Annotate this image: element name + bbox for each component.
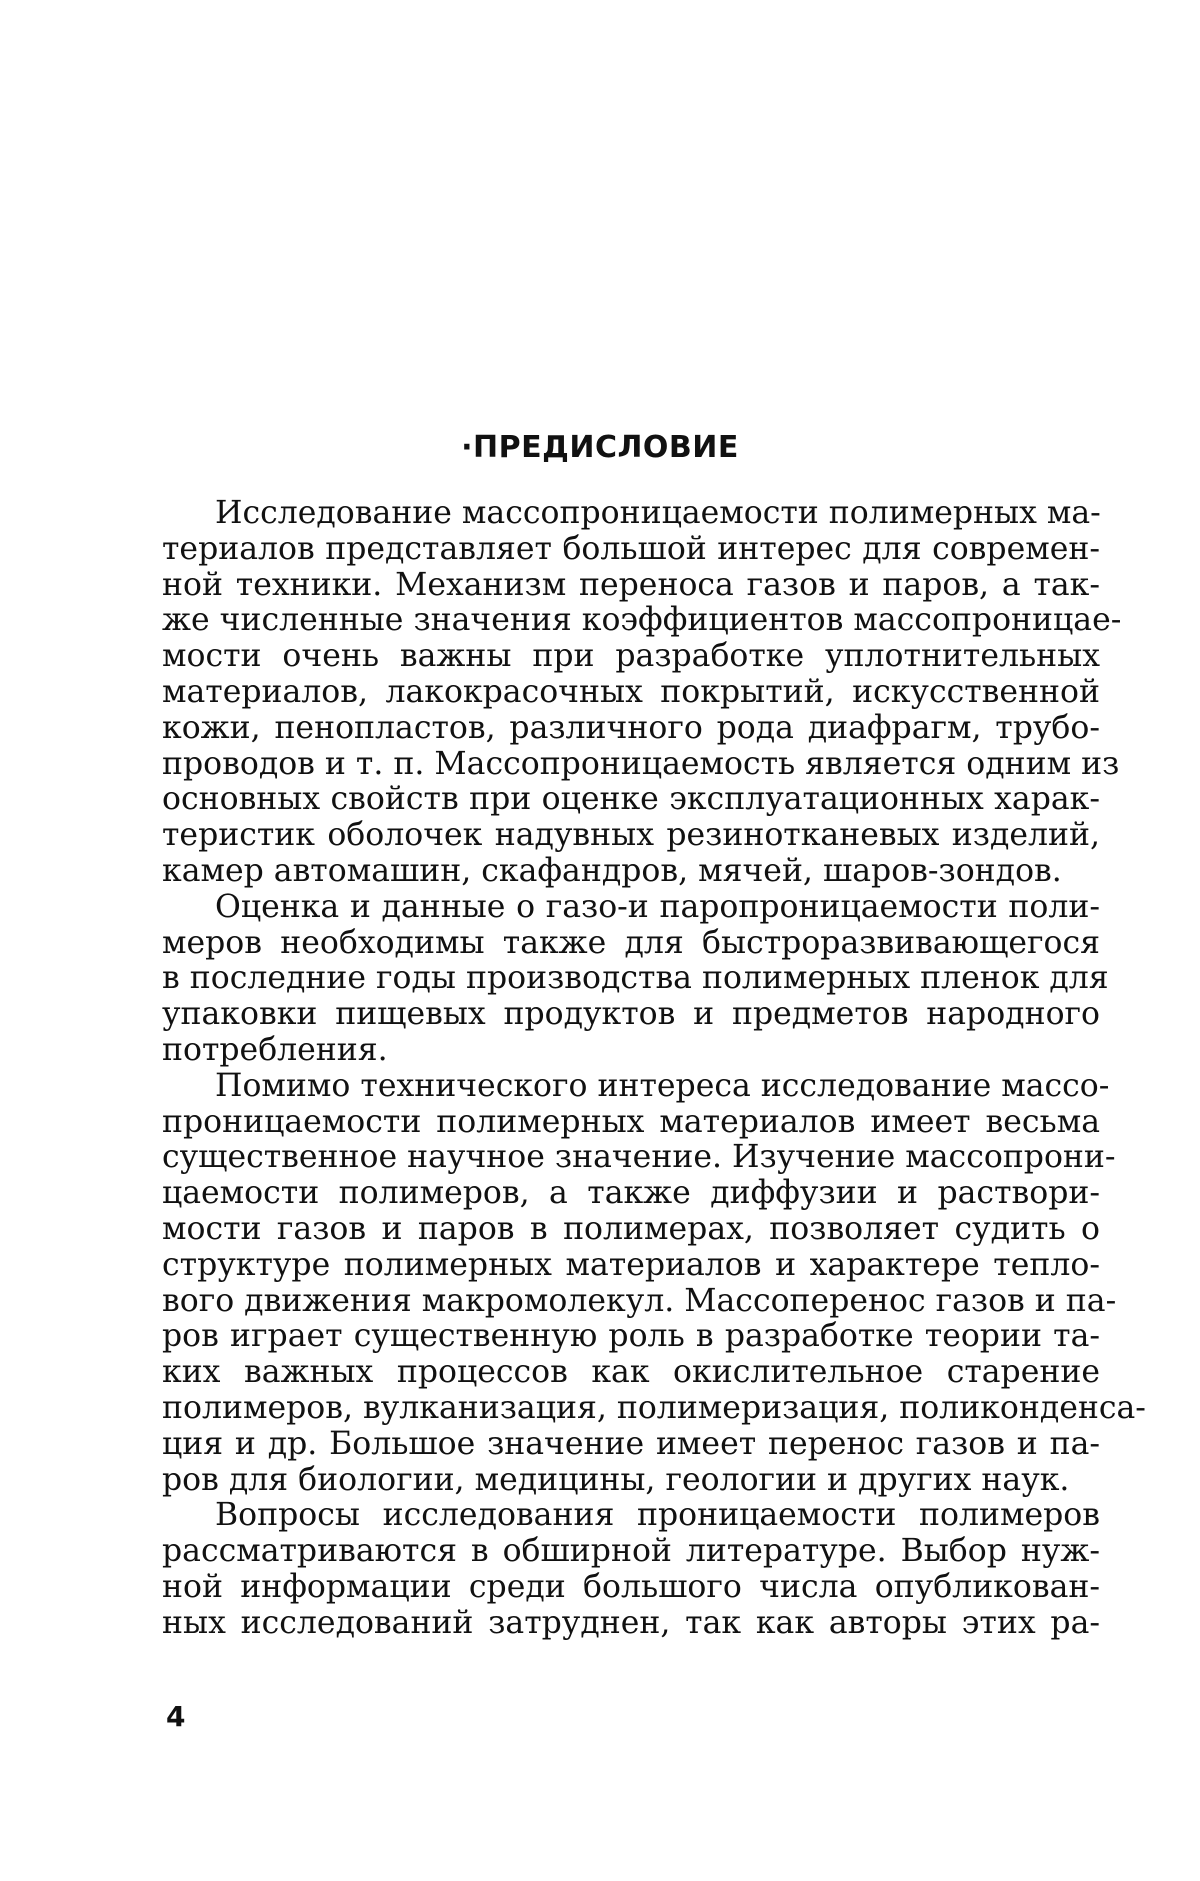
text-line: камер автомашин, скафандров, мячей, шаров-зондов. bbox=[162, 852, 1062, 889]
text-line: потребления. bbox=[162, 1031, 388, 1068]
text-line: полимеров, вулканизация, полимеризация, поликонденса- bbox=[162, 1389, 1146, 1426]
text-line: кожи, пенопластов, различного рода диафрагм, трубо- bbox=[162, 709, 1100, 746]
text-line: ких важных процессов как окислительное старение bbox=[162, 1354, 1100, 1391]
text-line: же численные значения коэффициентов массопроницае- bbox=[162, 602, 1122, 639]
text-line: материалов, лакокрасочных покрытий, искусственной bbox=[162, 673, 1100, 710]
text-line: в последние годы производства полимерных пленок для bbox=[162, 960, 1109, 997]
body-text bbox=[162, 495, 1146, 1642]
text-line: Исследование массопроницаемости полимерных ма- bbox=[215, 495, 1101, 531]
text-line: ной информации среди большого числа опубликован- bbox=[162, 1568, 1100, 1605]
text-line: ных исследований затруднен, так как авторы этих ра- bbox=[162, 1604, 1100, 1641]
text-line: вого движения макромолекул. Массоперенос газов и па- bbox=[162, 1282, 1117, 1319]
text-line: структуре полимерных материалов и характере тепло- bbox=[162, 1246, 1100, 1283]
page-title: ·ПРЕДИСЛОВИЕ bbox=[461, 430, 739, 465]
text-line: основных свойств при оценке эксплуатационных харак- bbox=[162, 781, 1100, 818]
text-line: териалов представляет большой интерес для современ- bbox=[162, 530, 1100, 567]
text-line: цаемости полимеров, а также диффузии и раствори- bbox=[162, 1175, 1100, 1212]
text-line: Оценка и данные о газо-и паропроницаемости поли- bbox=[215, 888, 1100, 925]
text-line: упаковки пищевых продуктов и предметов народного bbox=[162, 996, 1100, 1033]
text-line: меров необходимы также для быстроразвивающегося bbox=[162, 924, 1100, 961]
text-line: проводов и т. п. Массопроницаемость является одним из bbox=[162, 745, 1120, 782]
text-line: рассматриваются в обширной литературе. Выбор нуж- bbox=[162, 1533, 1100, 1570]
text-line: ция и др. Большое значение имеет перенос газов и па- bbox=[162, 1425, 1100, 1462]
text-line: проницаемости полимерных материалов имеет весьма bbox=[162, 1103, 1100, 1140]
text-line: существенное научное значение. Изучение массопрони- bbox=[162, 1139, 1116, 1176]
page-number: 4 bbox=[166, 1700, 186, 1733]
text-line: ров для биологии, медицины, геологии и других наук. bbox=[162, 1461, 1070, 1498]
text-line: ров играет существенную роль в разработке теории та- bbox=[162, 1318, 1100, 1355]
text-line: Вопросы исследования проницаемости полимеров bbox=[215, 1497, 1100, 1534]
text-line: теристик оболочек надувных резинотканевых изделий, bbox=[162, 817, 1100, 854]
text-line: мости газов и паров в полимерах, позволяет судить о bbox=[162, 1210, 1100, 1247]
text-line: мости очень важны при разработке уплотнительных bbox=[162, 638, 1100, 675]
text-line: ной техники. Механизм переноса газов и паров, а так- bbox=[162, 566, 1100, 603]
text-line: Помимо технического интереса исследование массо- bbox=[215, 1067, 1110, 1104]
